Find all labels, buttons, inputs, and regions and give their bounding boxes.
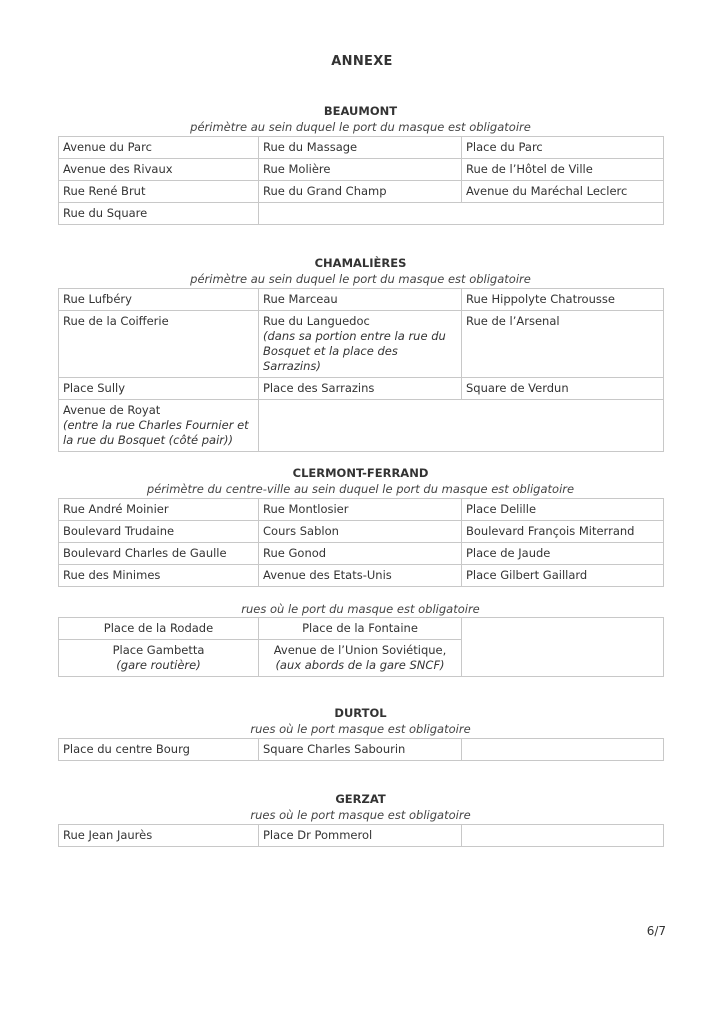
table-row — [59, 378, 664, 400]
table-row — [59, 400, 664, 452]
section-beaumont — [58, 104, 663, 225]
empty-cell — [462, 618, 664, 677]
streets-table — [58, 136, 664, 225]
table-cell: Rue de l’Arsenal — [462, 311, 664, 378]
streets-table — [58, 738, 664, 761]
table-cell: Boulevard Trudaine — [59, 521, 259, 543]
table-cell: Rue Montlosier — [259, 499, 462, 521]
table-cell: Place de la Fontaine — [259, 618, 462, 640]
table-cell: Rue Hippolyte Chatrousse — [462, 289, 664, 311]
section-subtitle: rues où le port du masque est obligatoire — [241, 602, 480, 616]
section-gerzat — [58, 792, 663, 847]
table-cell: Rue Gonod — [259, 543, 462, 565]
streets-table — [58, 617, 664, 677]
street-note: (gare routière) — [116, 658, 201, 672]
table-row — [59, 739, 664, 761]
section-chamalieres — [58, 256, 663, 452]
streets-table — [58, 824, 664, 847]
table-row — [59, 181, 664, 203]
table-cell: Avenue des Rivaux — [59, 159, 259, 181]
table-row — [59, 565, 664, 587]
table-cell: Rue du Grand Champ — [259, 181, 462, 203]
table-cell: Square Charles Sabourin — [259, 739, 462, 761]
section-subtitle: rues où le port masque est obligatoire — [250, 808, 471, 822]
table-row — [59, 311, 664, 378]
table-cell: Place du Parc — [462, 137, 664, 159]
section-title: CHAMALIÈRES — [314, 256, 407, 270]
street-name: Rue du Languedoc — [263, 314, 370, 328]
table-row — [59, 521, 664, 543]
table-cell: Rue Marceau — [259, 289, 462, 311]
table-cell — [259, 640, 462, 677]
table-cell: Place des Sarrazins — [259, 378, 462, 400]
table-row — [59, 543, 664, 565]
table-cell: Place Gilbert Gaillard — [462, 565, 664, 587]
streets-table — [58, 498, 664, 587]
table-cell: Place du centre Bourg — [59, 739, 259, 761]
section-durtol — [58, 706, 663, 761]
street-name: Place Gambetta — [112, 643, 205, 657]
table-cell: Place de la Rodade — [59, 618, 259, 640]
streets-table — [58, 288, 664, 452]
empty-cell — [259, 400, 664, 452]
table-cell — [59, 400, 259, 452]
page-number: 6/7 — [646, 924, 666, 938]
table-cell: Rue de la Coifferie — [59, 311, 259, 378]
section-subtitle: rues où le port masque est obligatoire — [250, 722, 471, 736]
table-cell: Boulevard Charles de Gaulle — [59, 543, 259, 565]
section-title: GERZAT — [335, 792, 386, 806]
section-clermont-ferrand — [58, 466, 663, 677]
table-cell: Rue du Square — [59, 203, 259, 225]
table-cell: Rue du Massage — [259, 137, 462, 159]
empty-cell — [259, 203, 664, 225]
section-title: DURTOL — [334, 706, 387, 720]
table-cell: Rue Jean Jaurès — [59, 825, 259, 847]
street-name: Avenue de l’Union Soviétique, — [273, 643, 447, 657]
table-cell: Avenue du Maréchal Leclerc — [462, 181, 664, 203]
table-cell: Boulevard François Miterrand — [462, 521, 664, 543]
table-cell: Rue Molière — [259, 159, 462, 181]
table-cell: Place Sully — [59, 378, 259, 400]
table-cell: Place Delille — [462, 499, 664, 521]
empty-cell — [462, 739, 664, 761]
table-row — [59, 137, 664, 159]
section-title: BEAUMONT — [323, 104, 398, 118]
table-row — [59, 825, 664, 847]
section-subtitle: périmètre au sein duquel le port du masque est obligatoire — [190, 120, 531, 134]
empty-cell — [462, 825, 664, 847]
street-note: (dans sa portion entre la rue du Bosquet et la place des Sarrazins) — [263, 329, 446, 373]
table-cell: Place de Jaude — [462, 543, 664, 565]
table-cell: Place Dr Pommerol — [259, 825, 462, 847]
section-subtitle: périmètre du centre-ville au sein duquel le port du masque est obligatoire — [146, 482, 575, 496]
street-note: (aux abords de la gare SNCF) — [275, 658, 445, 672]
table-cell: Square de Verdun — [462, 378, 664, 400]
table-cell: Avenue des Etats-Unis — [259, 565, 462, 587]
page-title: ANNEXE — [331, 54, 393, 69]
table-cell: Rue des Minimes — [59, 565, 259, 587]
table-row — [59, 499, 664, 521]
table-cell — [59, 640, 259, 677]
table-cell: Avenue du Parc — [59, 137, 259, 159]
table-row — [59, 289, 664, 311]
table-row — [59, 618, 664, 640]
table-cell: Rue de l’Hôtel de Ville — [462, 159, 664, 181]
table-row — [59, 203, 664, 225]
table-cell: Rue André Moinier — [59, 499, 259, 521]
street-name: Avenue de Royat — [63, 403, 161, 417]
table-cell: Cours Sablon — [259, 521, 462, 543]
table-cell — [259, 311, 462, 378]
table-cell: Rue René Brut — [59, 181, 259, 203]
table-cell: Rue Lufbéry — [59, 289, 259, 311]
section-title: CLERMONT-FERRAND — [292, 466, 429, 480]
table-row — [59, 159, 664, 181]
street-note: (entre la rue Charles Fournier et la rue du Bosquet (côté pair)) — [63, 418, 249, 447]
section-subtitle: périmètre au sein duquel le port du masque est obligatoire — [190, 272, 531, 286]
